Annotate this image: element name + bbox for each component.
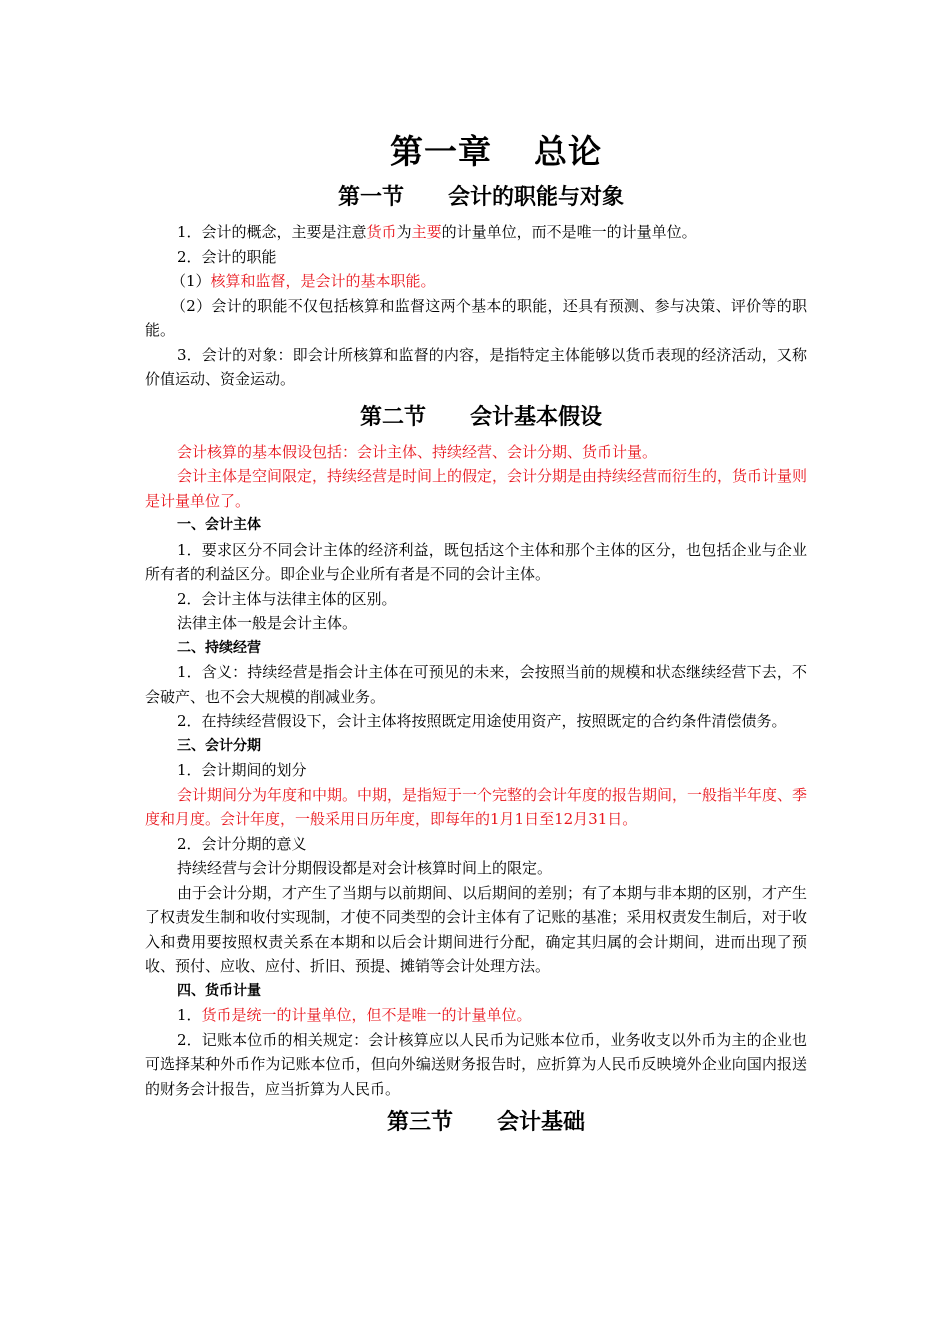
paragraph-periods-4: 持续经营与会计分期假设都是对会计核算时间上的限定。 xyxy=(177,859,553,877)
paragraph-function-1: （1）核算和监督，是会计的基本职能。 xyxy=(171,272,436,290)
section-3-heading xyxy=(165,1101,807,1145)
paragraph-entity-2: 2．会计主体与法律主体的区别。 xyxy=(177,589,397,608)
section-2-label: 第二节 xyxy=(359,404,426,430)
paragraph-going-concern-2: 2．在持续经营假设下，会计主体将按照既定用途使用资产，按照既定的合约条件清偿债务。 xyxy=(177,712,787,730)
paragraph-entity-3: 法律主体一般是会计主体。 xyxy=(177,614,358,632)
chapter-label: 第一章 xyxy=(390,132,492,171)
paragraph-monetary-2: 2．记账本位币的相关规定：会计核算应以人民币为记账本位币，业务收支以外币为主的企业也可选择某种外币作为记账本位币，但向外编送财务报告时，应折算为人民币反映境外企业向国内报送的财务会计报告，应当折算为人民币。 xyxy=(145,1030,807,1098)
chapter-title xyxy=(185,128,807,176)
paragraph-periods-2: 会计期间分为年度和中期。中期，是指短于一个完整的会计年度的报告期间，一般指半年度、季度和月度。会计年度，一般采用日历年度，即每年的1月1日至12月31日。 xyxy=(145,785,808,828)
heading-periods: 三、会计分期 xyxy=(177,737,261,754)
paragraph-function-2: （2）会计的职能不仅包括核算和监督这两个基本的职能，还具有预测、参与决策、评价等的职能。 xyxy=(145,296,807,339)
section-2-heading xyxy=(155,396,807,440)
heading-entity: 一、会计主体 xyxy=(177,517,261,533)
paragraph-monetary-1: 1．货币是统一的计量单位，但不是唯一的计量单位。 xyxy=(177,1006,532,1024)
paragraph-entity-1: 1．要求区分不同会计主体的经济利益，既包括这个主体和那个主体的区分，也包括企业与企业所有者的利益区分。即企业与企业所有者是不同的会计主体。 xyxy=(145,540,807,583)
paragraph-going-concern-1: 1．含义：持续经营是指会计主体在可预见的未来，会按照当前的规模和状态继续经营下去，不会破产、也不会大规模的削减业务。 xyxy=(145,663,807,706)
paragraph-object: 3．会计的对象：即会计所核算和监督的内容，是指特定主体能够以货币表现的经济活动，又称价值运动、资金运动。 xyxy=(145,345,807,388)
section-1-label: 第一节 xyxy=(337,185,404,210)
paragraph-periods-1: 1．会计期间的划分 xyxy=(177,761,307,779)
document-content xyxy=(145,128,807,1145)
section-3-title: 会计基础 xyxy=(497,1110,586,1135)
paragraph-assumptions-detail: 会计主体是空间限定，持续经营是时间上的假定，会计分期是由持续经营而衍生的，货币计量则是计量单位了。 xyxy=(145,467,808,510)
heading-going-concern: 二、持续经营 xyxy=(177,639,261,656)
paragraph-periods-3: 2．会计分期的意义 xyxy=(177,834,307,853)
section-1-heading xyxy=(155,176,807,220)
chapter-name: 总论 xyxy=(534,132,602,171)
paragraph-functions-heading: 2．会计的职能 xyxy=(177,247,277,266)
paragraph-concept: 1．会计的概念，主要是注意货币为主要的计量单位，而不是唯一的计量单位。 xyxy=(177,223,697,241)
paragraph-periods-5: 由于会计分期，才产生了当期与以前期间、以后期间的差别；有了本期与非本期的区别，才产生了权责发生制和收付实现制，才使不同类型的会计主体有了记账的基准；采用权责发生制后，对于收入和费用要按照权责关系在本期和以后会计期间进行分配，确定其归属的会计期间，进而出现了预收、预付、应收、应付、折旧、预提、摊销等会计处理方法。 xyxy=(145,883,808,975)
paragraph-assumptions: 会计核算的基本假设包括：会计主体、持续经营、会计分期、货币计量。 xyxy=(177,442,658,461)
section-1-title: 会计的职能与对象 xyxy=(448,185,625,210)
section-2-title: 会计基本假设 xyxy=(470,404,603,430)
section-3-label: 第三节 xyxy=(386,1110,453,1135)
heading-monetary: 四、货币计量 xyxy=(177,982,261,999)
